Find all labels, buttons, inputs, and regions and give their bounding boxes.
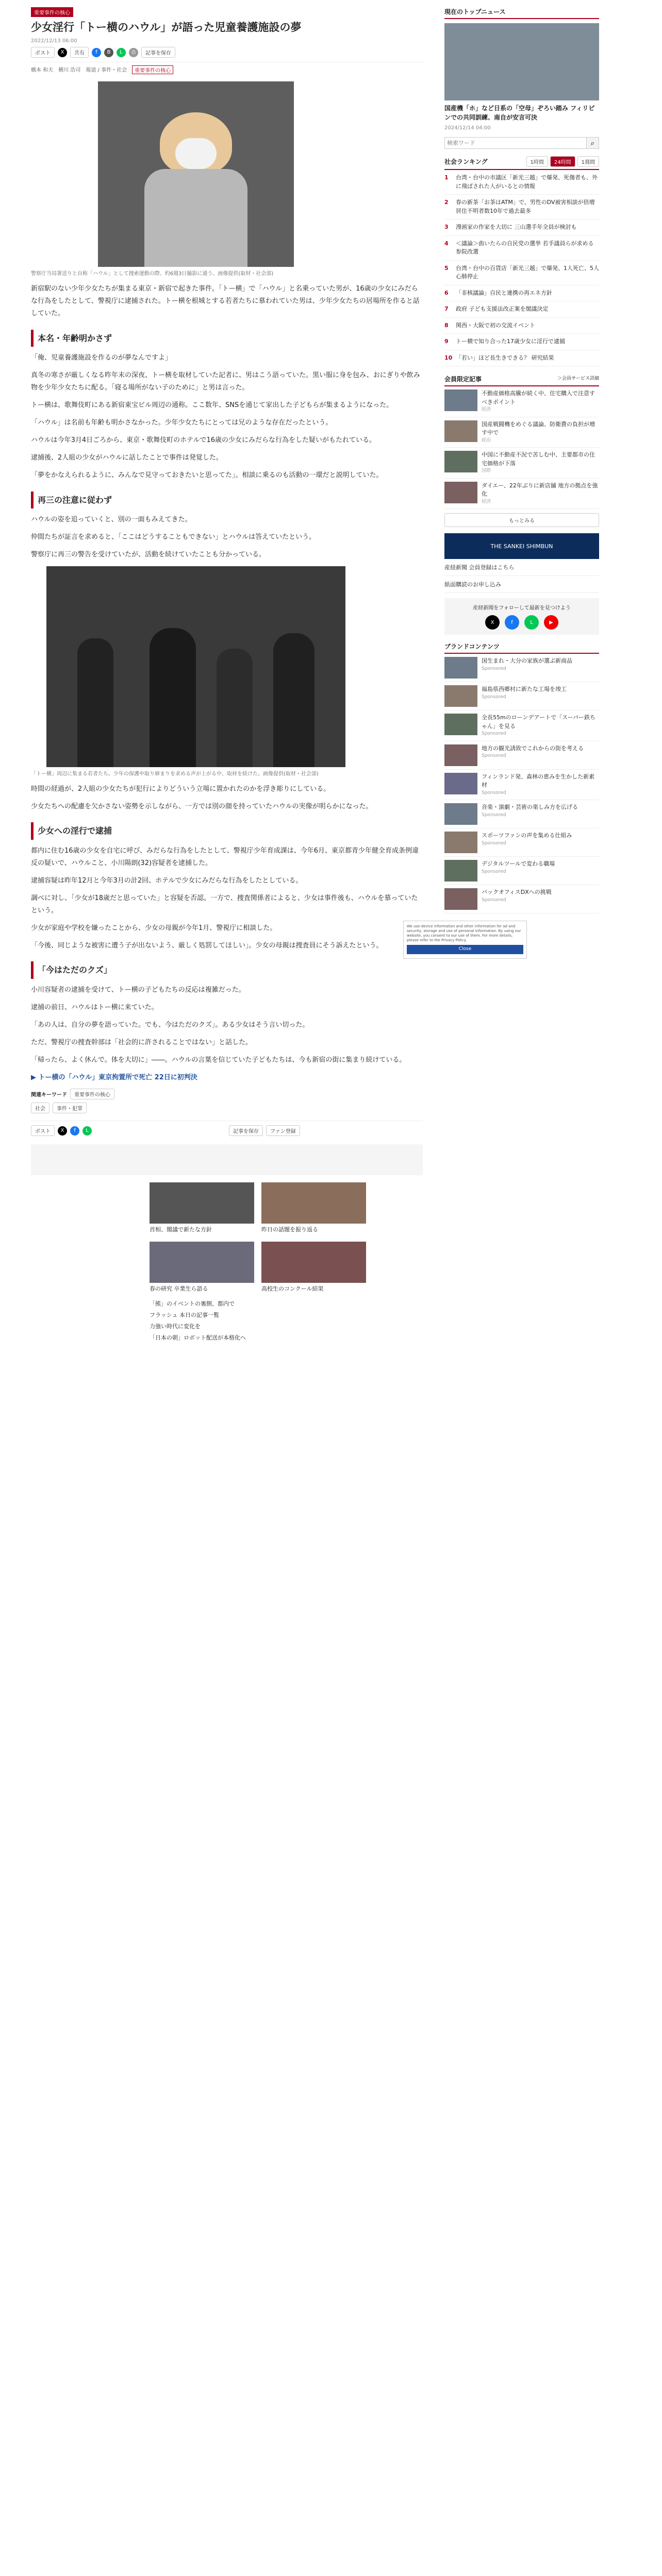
article-photo — [98, 81, 294, 267]
rank-title[interactable]: 「若い」ほど長生きできる？ 研究結果 — [456, 354, 554, 361]
card-title[interactable]: 春の研究 卒業生ら語る — [150, 1285, 208, 1292]
ranking-item[interactable] — [444, 195, 599, 219]
ranking-item[interactable] — [444, 285, 599, 302]
photo-caption: 警察庁当局署送りと自称「ハウル」として捜索運動の際、約6週3日撮影に通う。画像提供(取材・社会部) — [31, 271, 274, 277]
thumb-image — [444, 482, 477, 503]
rank-title[interactable]: トー横で知り合った17歳少女に淫行で逮捕 — [456, 338, 565, 345]
recommend-link[interactable]: 「熊」のイベントの裏側、都内で — [150, 1300, 235, 1308]
card-title[interactable]: 昨日の話題を振り返る — [261, 1226, 318, 1233]
paragraph: 「俺、児童養護施設を作るのが夢なんですよ」 — [31, 354, 172, 362]
side-item-source: 政治 — [482, 437, 491, 443]
rank-number: 5 — [444, 264, 449, 272]
save-article-button[interactable]: 記事を保存 — [141, 47, 175, 58]
side-item[interactable] — [444, 682, 599, 710]
side-item-title[interactable]: フィンランド発、森林の恵みを生かした新素材 — [482, 773, 595, 788]
photo-figure — [273, 633, 315, 767]
thumb-image — [444, 657, 477, 679]
side-item-title[interactable]: 国産戦闘機をめぐる議論、防衛費の負担が増す中で — [482, 420, 595, 436]
rank-number: 4 — [444, 240, 449, 247]
side-item-text — [482, 389, 599, 414]
recommend-link[interactable]: フラッシュ 本日の記事一覧 — [150, 1312, 220, 1319]
article-headline: 少女淫行「トー横のハウル」が語った児童養護施設の夢 — [31, 21, 302, 33]
section-name[interactable]: 報道 / 事件・社会 — [86, 67, 127, 74]
ranking-item[interactable] — [444, 334, 599, 350]
thumb-image — [261, 1182, 366, 1224]
thumb-image — [150, 1182, 254, 1224]
facebook-icon[interactable]: f — [92, 48, 101, 57]
thumb-image — [444, 773, 477, 794]
member-list — [444, 386, 599, 509]
ranking-item[interactable] — [444, 318, 599, 334]
rank-number: 7 — [444, 306, 449, 312]
paragraph: ハウルの姿を追っていくと、別の一面もみえてきた。 — [31, 516, 192, 524]
ranking-item[interactable] — [444, 261, 599, 285]
side-item[interactable] — [444, 770, 599, 801]
side-item-text — [482, 773, 599, 797]
share-bar — [31, 47, 423, 58]
side-item-title[interactable]: 全長55mのローンデアートで「スーパー鉄ちゃん」を見る — [482, 714, 596, 730]
rank-title[interactable]: 漫画家の作家を大切に 三山選手年全員が検討も — [456, 224, 577, 230]
keyword-list — [31, 1089, 423, 1099]
paragraph: 「今後、同じような被害に遭う子が出ないよう、厳しく処罰してほしい」。少女の母親は捜査員にそう訴えたという。 — [31, 942, 383, 950]
thumb-image — [444, 685, 477, 707]
paragraph: 「あの人は、自分の夢を語っていた。でも、今はただのクズ」。ある少女はそう言い切った。 — [31, 1021, 309, 1029]
ranking-item[interactable] — [444, 219, 599, 236]
paragraph: 逮捕後、2人組の少女がハウルに話したことで事件は発覚した。 — [31, 454, 223, 462]
rank-number: 3 — [444, 224, 449, 230]
side-item[interactable] — [444, 828, 599, 857]
ranking-list — [444, 170, 599, 366]
paragraph: 調べに対し、「少女が18歳だと思っていた」と容疑を否認。一方で、捜査関係者によると、少女は事件後も、ハウルを慕っていたという。 — [31, 894, 418, 915]
category-tag[interactable]: 重要事件の核心 — [31, 7, 73, 17]
photo-figure — [217, 649, 253, 767]
card-title[interactable]: 首相、閣議で新たな方針 — [150, 1226, 212, 1233]
side-item-title[interactable]: 地方の観光誘致でこれからの街を考える — [482, 744, 584, 752]
thumb-image — [150, 1242, 254, 1283]
publish-date: 2022/12/13 06:00 — [31, 38, 77, 44]
author-name[interactable]: 横川 浩司 — [58, 67, 81, 74]
side-item-source: Sponsored — [482, 731, 506, 736]
paragraph: 仲間たちが証言を求めると、「ここはどうすることもできない」とハウルは答えていたという。 — [31, 533, 316, 541]
top-news-headline[interactable]: 国産機「ホ」など日系の「空母」ぞろい踏み フィリピンでの共同訓練、南自が安言可決 — [444, 105, 595, 121]
save-article-button[interactable]: 記事を保存 — [229, 1125, 263, 1136]
thumb-image — [444, 832, 477, 853]
side-item-source: 国際 — [482, 468, 491, 473]
card-title[interactable]: 高校生のコンクール結果 — [261, 1285, 324, 1292]
rank-title[interactable]: 春の新茶「お茶はATM」で、男性のDV被害相談が倍増 居住不明者数10年で過去最多 — [456, 199, 595, 214]
side-item-text — [482, 803, 599, 825]
thumb-image — [261, 1242, 366, 1283]
search-input[interactable] — [444, 137, 587, 149]
side-item-text — [482, 482, 599, 506]
rank-title[interactable]: 関西・大阪で初の交流イベント — [456, 321, 535, 329]
side-item-text — [482, 714, 599, 738]
x-icon[interactable]: X — [58, 48, 67, 57]
ad-slot[interactable] — [31, 1144, 423, 1175]
search-icon: ⌕ — [590, 139, 594, 147]
thumb-image — [444, 803, 477, 825]
side-item-text — [482, 832, 599, 853]
paragraph: 小川容疑者の逮捕を受けて、トー横の子どもたちの反応は複雑だった。 — [31, 986, 245, 994]
sidebar — [407, 0, 599, 959]
side-item-text — [482, 744, 599, 766]
thumb-image — [444, 744, 477, 766]
more-button[interactable]: もっとみる — [444, 513, 599, 527]
side-item[interactable] — [444, 417, 599, 448]
side-item[interactable] — [444, 386, 599, 417]
related-link[interactable]: ▶ トー横の「ハウル」東京拘置所で死亡 22日に初判決 — [31, 1074, 197, 1082]
related-link-text[interactable]: トー横の「ハウル」東京拘置所で死亡 22日に初判決 — [38, 1074, 197, 1082]
side-item-title[interactable]: ダイエー、22年ぶりに新店舗 地方の拠点を強化 — [482, 482, 598, 497]
member-header — [444, 375, 599, 386]
recommend-link[interactable]: 力強い時代に変化を — [150, 1323, 201, 1330]
line-icon[interactable]: L — [82, 1126, 92, 1136]
hatena-icon[interactable]: B — [104, 48, 113, 57]
section-heading: 再三の注意に従わず — [31, 492, 423, 509]
recommend-list — [150, 1298, 366, 1344]
rank-title[interactable]: 政府 子ども支援法改正案を閣議決定 — [456, 306, 549, 312]
rank-number: 8 — [444, 321, 449, 329]
side-item-title[interactable]: 国生まれ・大分の家族が選ぶ新商品 — [482, 657, 572, 664]
share-button[interactable]: 共有 — [70, 47, 89, 58]
section-heading: 少女への淫行で逮捕 — [31, 822, 423, 840]
article-body — [31, 283, 423, 561]
side-item-title[interactable]: バックオフィスDXへの挑戦 — [482, 889, 552, 895]
subscribe-link[interactable]: 紙面購読のお申し込み — [444, 576, 599, 593]
facebook-icon[interactable]: f — [505, 615, 519, 630]
keyword-list — [31, 1103, 423, 1113]
keyword-label: 関連キーワード — [31, 1092, 67, 1098]
side-item[interactable] — [444, 857, 599, 885]
thumb-image — [444, 888, 477, 910]
photo-mask — [175, 138, 217, 169]
top-news-title: 現在のトップニュース — [444, 7, 599, 19]
recommend-card[interactable] — [150, 1242, 254, 1294]
section-heading: 本名・年齢明かさず — [31, 330, 423, 347]
side-item-source: Sponsored — [482, 694, 506, 700]
author-name[interactable]: 橋本 和夫 — [31, 67, 54, 74]
keyword-tag[interactable]: 社会 — [31, 1103, 49, 1113]
thumb-image — [444, 420, 477, 442]
side-item-text — [482, 420, 599, 445]
follow-box — [444, 598, 599, 635]
ranking-item[interactable] — [444, 170, 599, 195]
recommend-link[interactable]: 「日本の朝」ロボット配送が本格化へ — [150, 1334, 246, 1342]
side-item[interactable] — [444, 710, 599, 741]
side-item-text — [482, 685, 599, 707]
side-item-title[interactable]: 不動産価格高騰が続く中、住宅購入で注意すべきポイント — [482, 390, 595, 405]
paragraph: トー横は、歌舞伎町にある新宿東宝ビル周辺の通称。ここ数年、SNSを通じて家出した子どもらが集まるようになった。 — [31, 401, 393, 410]
rank-number: 9 — [444, 338, 449, 345]
keyword-tag[interactable]: 重要事件の核心 — [70, 1089, 114, 1099]
top-news-date: 2024/12/14 04:00 — [444, 125, 491, 131]
paragraph: 少女たちへの配慮を欠かさない姿勢を示しながら、一方では別の顔を持っていたハウルの実像が明らかになった。 — [31, 803, 373, 811]
rank-number: 1 — [444, 174, 449, 181]
rank-title[interactable]: 台湾・台中の百貨店「新光三越」で爆発、1人死亡、5人心肺停止 — [456, 264, 599, 280]
cookie-text: We use device information and other information for ad and security, storage and use of personal information. By using our website, you consent to our use of them. For more details, please refer to the Privacy Policy. — [407, 924, 521, 943]
member-more-link[interactable]: ＞会員サービス詳細 — [557, 376, 599, 381]
line-icon[interactable]: L — [524, 615, 539, 630]
paragraph: ハウルは今年3月4日ごろから、東京・歌舞伎町のホテルで16歳の少女にみだらな行為をした疑いがもたれている。 — [31, 436, 376, 445]
side-item[interactable] — [444, 885, 599, 913]
side-item-source: Sponsored — [482, 753, 506, 758]
search-button[interactable] — [587, 137, 599, 149]
side-item[interactable] — [444, 741, 599, 770]
youtube-icon[interactable]: ▶ — [544, 615, 558, 630]
side-item-source: Sponsored — [482, 790, 506, 795]
search-box — [444, 137, 599, 149]
side-item-source: Sponsored — [482, 840, 506, 846]
section-heading: 「今はただのクズ」 — [31, 961, 423, 979]
tab-1w[interactable]: 1週間 — [577, 156, 599, 167]
rank-number: 6 — [444, 289, 449, 296]
thumb-image — [444, 860, 477, 882]
paragraph: 都内に住む16歳の少女を自宅に呼び、みだらな行為をしたとして、警視庁少年育成課は、今年6月、東京都青少年健全育成条例違反の疑いで、ハウルこと、小川陽朗(32)容疑者を逮捕した。 — [31, 846, 419, 867]
photo-figure — [150, 628, 196, 767]
side-item-title[interactable]: 音楽・演劇・芸術の楽しみ方を広げる — [482, 804, 578, 810]
ranking-item[interactable] — [444, 236, 599, 261]
ranking-tabs — [526, 156, 599, 167]
tab-24h[interactable]: 24時間 — [550, 156, 575, 167]
ranking-item[interactable] — [444, 301, 599, 318]
x-icon[interactable]: X — [485, 615, 500, 630]
paragraph: 「ハウル」は名前も年齢も明かさなかった。少年少女たちにとっては兄のような存在だったという。 — [31, 419, 333, 427]
thumb-image — [444, 451, 477, 472]
share-bar-bottom — [31, 1121, 423, 1136]
print-icon[interactable]: ⎙ — [129, 48, 138, 57]
cookie-close-button[interactable]: Close — [407, 945, 523, 954]
rank-title[interactable]: 「非核議論」自民と連携の再エネ方針 — [456, 289, 552, 296]
ranking-item[interactable] — [444, 350, 599, 367]
side-item-title[interactable]: デジタルツールで変わる職場 — [482, 860, 555, 867]
side-item-source: 経済 — [482, 499, 491, 504]
ranking-title: 社会ランキング — [444, 158, 488, 165]
side-item-text — [482, 657, 599, 679]
article-photo-2 — [46, 566, 345, 767]
series-badge[interactable]: 重要事件の核心 — [132, 65, 173, 74]
paragraph: 警察庁に再三の警告を受けていたが、活動を続けていたことも分かっている。 — [31, 551, 266, 559]
tab-1h[interactable]: 1時間 — [526, 156, 548, 167]
side-item-text — [482, 860, 599, 882]
paragraph: 逮捕容疑は昨年12月と今年3月の計2回、ホテルで少女にみだらな行為をしたとしている。 — [31, 877, 303, 885]
brand-title: ブランドコンテンツ — [444, 642, 599, 654]
recommend-card[interactable] — [261, 1182, 366, 1234]
side-item-source: Sponsored — [482, 666, 506, 671]
paragraph: 新宿駅のない少年少女たちが集まる東京・新宿で起きた事件。「トー横」で「ハウル」と名乗っていた男が、16歳の少女にみだらな行為をしたとして、警視庁に逮捕された。トー横を根城とする若者たちに慕われていた男は、少年少女たちの居場所を作ると話していた。 — [31, 285, 420, 318]
side-item-text — [482, 451, 599, 475]
register-link[interactable]: 産経新聞 会員登録はこちら — [444, 559, 599, 576]
paragraph: 少女が家庭や学校を嫌ったことから、少女の母親が今年1月、警視庁に相談した。 — [31, 924, 277, 933]
side-item-title[interactable]: 福島県西郷村に新たな工場を竣工 — [482, 686, 567, 692]
ranking-header — [444, 156, 599, 170]
post-button[interactable]: ポスト — [31, 1125, 55, 1136]
paragraph: 「夢をかなえられるように、みんなで見守っておきたいと思ってた」。相談に乗るのも活動の一環だと説明していた。 — [31, 471, 383, 480]
rank-title[interactable]: ＜議論＞曲いたらの自民党の選挙 若手議員らが求める参院改選 — [456, 240, 594, 255]
follow-icons — [450, 615, 594, 630]
top-news-image[interactable] — [444, 23, 599, 100]
follow-text: 産経新聞をフォローして最新を見つけよう — [473, 605, 571, 611]
member-title: 会員限定記事 — [444, 376, 482, 383]
side-item[interactable] — [444, 448, 599, 479]
side-item-text — [482, 888, 599, 910]
line-icon[interactable]: L — [117, 48, 126, 57]
recommend-grid — [150, 1182, 366, 1293]
side-item-title[interactable]: スポーツファンの声を集める仕組み — [482, 832, 572, 839]
photo-figure — [77, 638, 113, 767]
side-item[interactable] — [444, 800, 599, 828]
side-item[interactable] — [444, 479, 599, 510]
side-item-source: Sponsored — [482, 897, 506, 903]
brand-list — [444, 654, 599, 913]
rank-number: 10 — [444, 354, 453, 361]
side-item-title[interactable]: 中国に不動産不況で苦しむ中、主要都市の住宅価格が下落 — [482, 451, 595, 467]
paragraph: 逮捕の前日、ハウルはトー横に来ていた。 — [31, 1003, 158, 1011]
side-item-source: Sponsored — [482, 869, 506, 874]
cookie-banner — [403, 921, 527, 959]
photo-caption: 「トー横」周辺に集まる若者たち。少年の保護や取り締まりを求める声が上がる中、取材を続けた。画像提供(取材・社会部) — [31, 771, 319, 777]
recommend-card[interactable] — [150, 1182, 254, 1234]
article-body — [31, 783, 423, 1066]
side-item-source: Sponsored — [482, 812, 506, 818]
paragraph: ただ、警視庁の捜査幹部は「社会的に許されることではない」と話した。 — [31, 1038, 253, 1046]
sankei-banner[interactable]: THE SANKEI SHIMBUN — [444, 533, 599, 559]
side-item[interactable] — [444, 654, 599, 682]
post-button[interactable]: ポスト — [31, 47, 55, 58]
photo-coat — [144, 169, 247, 267]
thumb-image — [444, 714, 477, 735]
rank-title[interactable]: 台湾・台中の市議区「新光三越」で爆発、死傷者も、外に飛ばされた人がいるとの情報 — [456, 174, 598, 190]
rank-number: 2 — [444, 199, 449, 206]
fan-register-button[interactable]: ファン登録 — [266, 1125, 300, 1136]
recommend-card[interactable] — [261, 1242, 366, 1294]
facebook-icon[interactable]: f — [70, 1126, 79, 1136]
paragraph: 「帰ったら、よく休んで。体を大切に」――。ハウルの言葉を信じていた子どもたちは、今も新宿の街に集まり続けている。 — [31, 1056, 406, 1064]
x-icon[interactable]: X — [58, 1126, 67, 1136]
keyword-tag[interactable]: 事件・犯罪 — [53, 1103, 87, 1113]
article-column — [31, 0, 423, 1344]
thumb-image — [444, 389, 477, 411]
article-meta — [31, 62, 423, 74]
side-item-source: 経済 — [482, 407, 491, 412]
paragraph: 時間の経過が、2人組の少女たちが犯行によりどういう立場に置かれたのかを浮き彫りにしている。 — [31, 785, 330, 793]
paragraph: 真冬の寒さが厳しくなる昨年末の深夜、トー横を取材していた記者に、男はこう語っていた。黒い服に身を包み、おにぎりや飲み物を少年少女たちに配る。「寝る場所がない子のために」と男は言った。 — [31, 371, 420, 392]
